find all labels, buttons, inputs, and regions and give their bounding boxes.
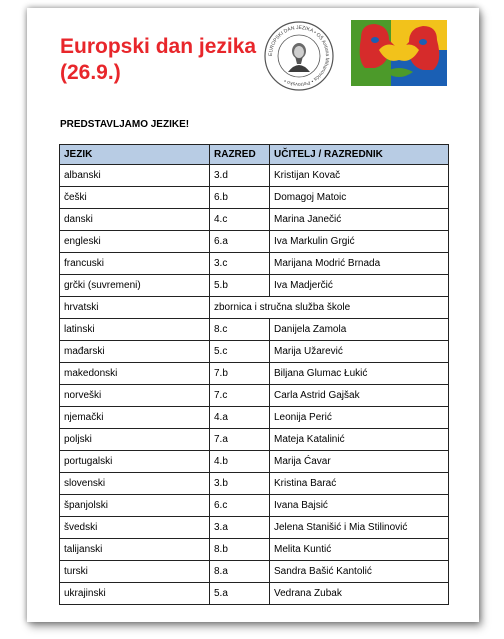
- cell-jezik: grčki (suvremeni): [60, 275, 210, 297]
- cell-razred: 8.b: [210, 539, 270, 561]
- cell-razred: 4.c: [210, 209, 270, 231]
- cell-jezik: albanski: [60, 165, 210, 187]
- page-title: [60, 34, 256, 86]
- table-row: [60, 429, 449, 451]
- cell-jezik: engleski: [60, 231, 210, 253]
- cell-razred: 6.b: [210, 187, 270, 209]
- cell-jezik: portugalski: [60, 451, 210, 473]
- cell-razred: 4.b: [210, 451, 270, 473]
- cell-razred: 5.a: [210, 583, 270, 605]
- table-row: [60, 165, 449, 187]
- languages-table: [59, 144, 449, 605]
- european-day-of-languages-logo: [351, 20, 447, 86]
- table-row: [60, 407, 449, 429]
- table-row: [60, 451, 449, 473]
- header-ucitelj: UČITELJ / RAZREDNIK: [270, 145, 449, 165]
- cell-ucitelj: Vedrana Zubak: [270, 583, 449, 605]
- cell-ucitelj: Biljana Glumac Łukić: [270, 363, 449, 385]
- table-row: [60, 517, 449, 539]
- table-row: [60, 297, 449, 319]
- cell-jezik: makedonski: [60, 363, 210, 385]
- section-heading: PREDSTAVLJAMO JEZIKE!: [60, 119, 190, 130]
- table-row: [60, 473, 449, 495]
- cell-razred: 3.b: [210, 473, 270, 495]
- table-row: [60, 363, 449, 385]
- header-razred: RAZRED: [210, 145, 270, 165]
- table-row: [60, 275, 449, 297]
- cell-ucitelj: Domagoj Matoic: [270, 187, 449, 209]
- cell-jezik: turski: [60, 561, 210, 583]
- cell-razred: 4.a: [210, 407, 270, 429]
- cell-merged-note: zbornica i stručna služba škole: [210, 297, 449, 319]
- cell-razred: 3.c: [210, 253, 270, 275]
- cell-jezik: mađarski: [60, 341, 210, 363]
- cell-razred: 7.b: [210, 363, 270, 385]
- cell-jezik: hrvatski: [60, 297, 210, 319]
- cell-razred: 6.c: [210, 495, 270, 517]
- cell-jezik: češki: [60, 187, 210, 209]
- cell-razred: 3.d: [210, 165, 270, 187]
- cell-ucitelj: Ivana Bajsić: [270, 495, 449, 517]
- cell-razred: 5.c: [210, 341, 270, 363]
- cell-jezik: talijanski: [60, 539, 210, 561]
- cell-razred: 7.c: [210, 385, 270, 407]
- cell-ucitelj: Marija Ćavar: [270, 451, 449, 473]
- cell-jezik: latinski: [60, 319, 210, 341]
- cell-razred: 8.c: [210, 319, 270, 341]
- header-jezik: JEZIK: [60, 145, 210, 165]
- cell-jezik: španjolski: [60, 495, 210, 517]
- table-header-row: [60, 145, 449, 165]
- table-row: [60, 539, 449, 561]
- title-line-1: Europski dan jezika: [60, 35, 257, 58]
- cell-razred: 5.b: [210, 275, 270, 297]
- cell-jezik: poljski: [60, 429, 210, 451]
- cell-ucitelj: Marijana Modrić Brnada: [270, 253, 449, 275]
- cell-ucitelj: Iva Madjerčić: [270, 275, 449, 297]
- table-row: [60, 385, 449, 407]
- seal-ring-text: EUROPSKI DAN JEZIKA • OŠ Antuna Mihanovića • Petrovsko •: [267, 24, 331, 88]
- cell-razred: 3.a: [210, 517, 270, 539]
- cell-ucitelj: Iva Markulin Grgić: [270, 231, 449, 253]
- cell-jezik: švedski: [60, 517, 210, 539]
- cell-ucitelj: Mateja Katalinić: [270, 429, 449, 451]
- cell-ucitelj: Carla Astrid Gajšak: [270, 385, 449, 407]
- cell-razred: 7.a: [210, 429, 270, 451]
- cell-ucitelj: Kristijan Kovač: [270, 165, 449, 187]
- cell-razred: 6.a: [210, 231, 270, 253]
- cell-ucitelj: Marina Janečić: [270, 209, 449, 231]
- cell-jezik: njemački: [60, 407, 210, 429]
- cell-jezik: norveški: [60, 385, 210, 407]
- school-seal-logo: [263, 20, 335, 92]
- table-row: [60, 341, 449, 363]
- cell-ucitelj: Jelena Stanišić i Mia Stilinović: [270, 517, 449, 539]
- table-row: [60, 209, 449, 231]
- document-page: [27, 8, 479, 622]
- cell-ucitelj: Leonija Perić: [270, 407, 449, 429]
- table-row: [60, 231, 449, 253]
- title-line-2: (26.9.): [60, 61, 121, 84]
- table-row: [60, 319, 449, 341]
- cell-ucitelj: Danijela Zamola: [270, 319, 449, 341]
- cell-jezik: ukrajinski: [60, 583, 210, 605]
- cell-ucitelj: Marija Užarević: [270, 341, 449, 363]
- table-row: [60, 495, 449, 517]
- cell-ucitelj: Kristina Barać: [270, 473, 449, 495]
- cell-ucitelj: Sandra Bašić Kantolić: [270, 561, 449, 583]
- table-row: [60, 583, 449, 605]
- cell-jezik: danski: [60, 209, 210, 231]
- table-row: [60, 253, 449, 275]
- cell-jezik: francuski: [60, 253, 210, 275]
- table-row: [60, 561, 449, 583]
- cell-razred: 8.a: [210, 561, 270, 583]
- cell-jezik: slovenski: [60, 473, 210, 495]
- table-row: [60, 187, 449, 209]
- cell-ucitelj: Melita Kuntić: [270, 539, 449, 561]
